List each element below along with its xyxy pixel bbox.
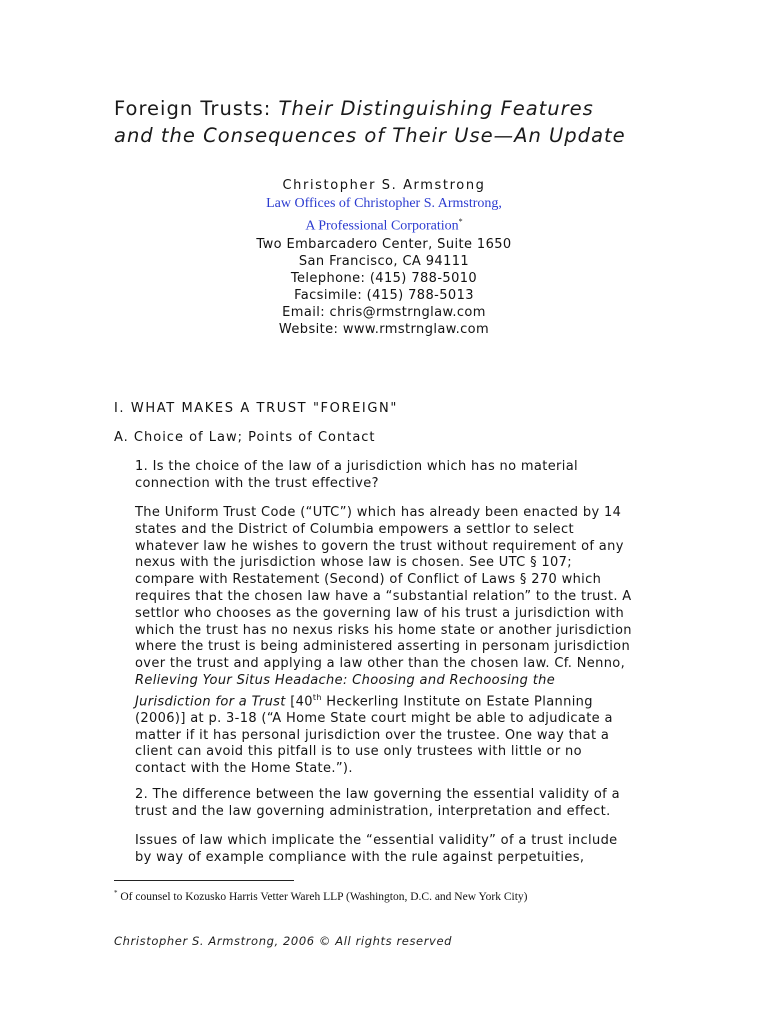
paragraph-1: 1. Is the choice of the law of a jurisdiction which has no material connection with the trust effective? (135, 459, 578, 491)
paragraph-2-part-b: [40 (285, 694, 313, 710)
paragraph-4: Issues of law which implicate the “essential validity” of a trust include by way of example compliance with the rule against perpetuities, (135, 833, 618, 865)
firm-name (200, 195, 568, 236)
firm-line-1: Law Offices of Christopher S. Armstrong, (266, 196, 502, 211)
address-line-1: Two Embarcadero Center, Suite 1650 (256, 236, 512, 252)
website: Website: www.rmstrnglaw.com (278, 321, 490, 337)
author-name: Christopher S. Armstrong (282, 178, 486, 193)
page-footer: Christopher S. Armstrong, 2006 © All rights reserved (114, 934, 453, 948)
footnote-mark: * (114, 889, 118, 897)
paragraph-2-superscript: th (312, 692, 322, 702)
footnote (114, 889, 527, 903)
paragraph-2-part-a: The Uniform Trust Code (“UTC”) which has already been enacted by 14 states and the District of Columbia empowers a settlor to select whatever law he wishes to govern the trust without requirement of any nexus with the jurisdiction whose law is chosen. See UTC § 107; compare with Restatement (Second) of Conflict of Laws § 270 which requires that the chosen law have a “substantial relation” to the trust. A settlor who chooses as the governing law of his trust a jurisdiction with which the trust has no nexus risks his home state or another jurisdiction where the trust is being administered asserting in personam jurisdiction over the trust and applying a law other than the chosen law. Cf. Nenno, (135, 505, 632, 672)
title-italic-line1: Their Distinguishing Features (278, 97, 594, 120)
paragraph-2-part-c: Heckerling Institute on Estate Planning (2006)] at p. 3-18 (“A Home State court might be able to adjudicate a matter if it has personal jurisdiction over the trustee. One way that a client can avoid this pitfall is to use only trustees with little or no contact with the Home State.”). (135, 694, 613, 777)
author-block (200, 177, 568, 338)
sub-heading: A. Choice of Law; Points of Contact (114, 430, 376, 445)
telephone: Telephone: (415) 788-5010 (290, 270, 478, 286)
footnote-divider (114, 880, 294, 881)
paragraph-2 (135, 505, 635, 778)
footnote-text: Of counsel to Kozusko Harris Vetter Wareh LLP (Washington, D.C. and New York City) (117, 890, 528, 903)
firm-footnote-mark: * (458, 217, 463, 226)
document-title (114, 95, 734, 149)
email: Email: chris@rmstrnglaw.com (282, 304, 486, 320)
section-heading: I. WHAT MAKES A TRUST "FOREIGN" (114, 401, 398, 416)
title-italic-line2: and the Consequences of Their Use—An Update (114, 124, 626, 147)
firm-line-2: A Professional Corporation (305, 218, 459, 234)
paragraph-2-citation-title: Relieving Your Situs Headache: Choosing and Rechoosing the Jurisdiction for a Trust (135, 672, 556, 710)
paragraph-3: 2. The difference between the law governing the essential validity of a trust and the law governing administration, interpretation and effect. (135, 787, 620, 819)
address-line-2: San Francisco, CA 94111 (298, 253, 470, 269)
facsimile: Facsimile: (415) 788-5013 (294, 287, 474, 303)
title-prefix: Foreign Trusts: (114, 97, 279, 120)
